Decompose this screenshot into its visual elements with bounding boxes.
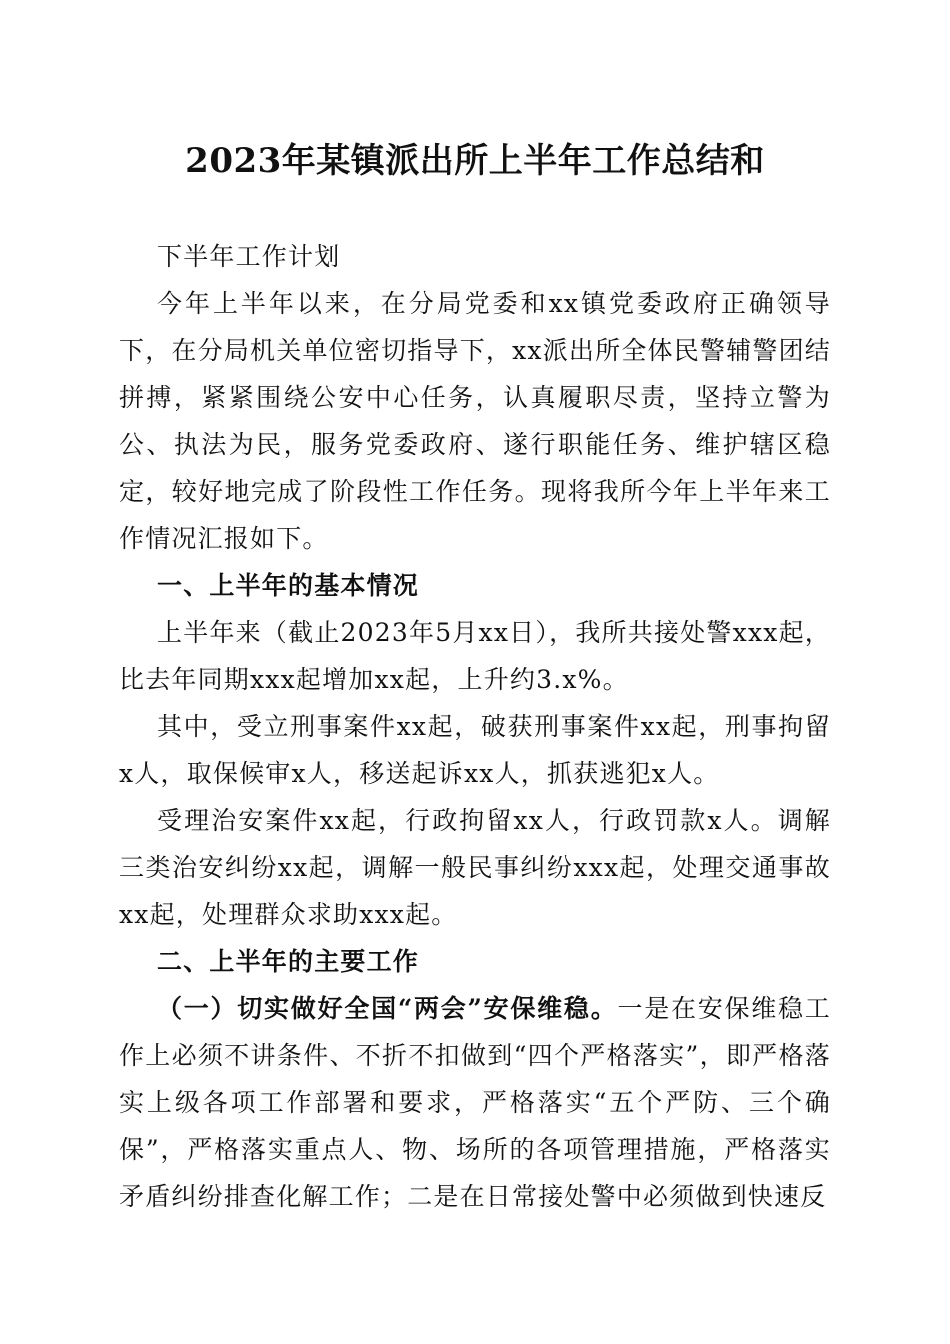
paragraph-lead: （一）切实做好全国“两会”安保维稳。 bbox=[157, 994, 618, 1023]
intro-paragraph: 今年上半年以来，在分局党委和xx镇党委政府正确领导下，在分局机关单位密切指导下，xx派出所全体民警辅警团结拼搏，紧紧围绕公安中心任务，认真履职尽责，坚持立警为公、执法为民，服务党委政府、遂行职能任务、维护辖区稳定，较好地完成了阶段性工作任务。现将我所今年上半年来工作情况汇报如下。 bbox=[119, 289, 831, 553]
paragraph-two-sessions bbox=[119, 985, 831, 1220]
section-heading-1: 一、上半年的基本情况 bbox=[157, 571, 420, 600]
paragraph-criminal-cases: 其中，受立刑事案件xx起，破获刑事案件xx起，刑事拘留x人，取保候审x人，移送起诉xx人，抓获逃犯x人。 bbox=[119, 712, 831, 788]
paragraph-rest: 一是在安保维稳工作上必须不讲条件、不折不扣做到“四个严格落实”，即严格落实上级各项工作部署和要求，严格落实“五个严防、三个确保”，严格落实重点人、物、场所的各项管理措施，严格落实矛盾纠纷排查化解工作；二是在日常接处警中必须做到快速反 bbox=[119, 994, 831, 1211]
subtitle-line: 下半年工作计划 bbox=[157, 242, 341, 271]
document-title: 2023年某镇派出所上半年工作总结和 bbox=[185, 141, 765, 181]
section-heading-2: 二、上半年的主要工作 bbox=[157, 947, 420, 976]
paragraph-public-security-cases: 受理治安案件xx起，行政拘留xx人，行政罚款x人。调解三类治安纠纷xx起，调解一般民事纠纷xxx起，处理交通事故xx起，处理群众求助xxx起。 bbox=[119, 806, 831, 929]
document-body bbox=[119, 233, 831, 1220]
paragraph-stats: 上半年来（截止2023年5月xx日），我所共接处警xxx起，比去年同期xxx起增加xx起，上升约3.x%。 bbox=[119, 618, 831, 694]
